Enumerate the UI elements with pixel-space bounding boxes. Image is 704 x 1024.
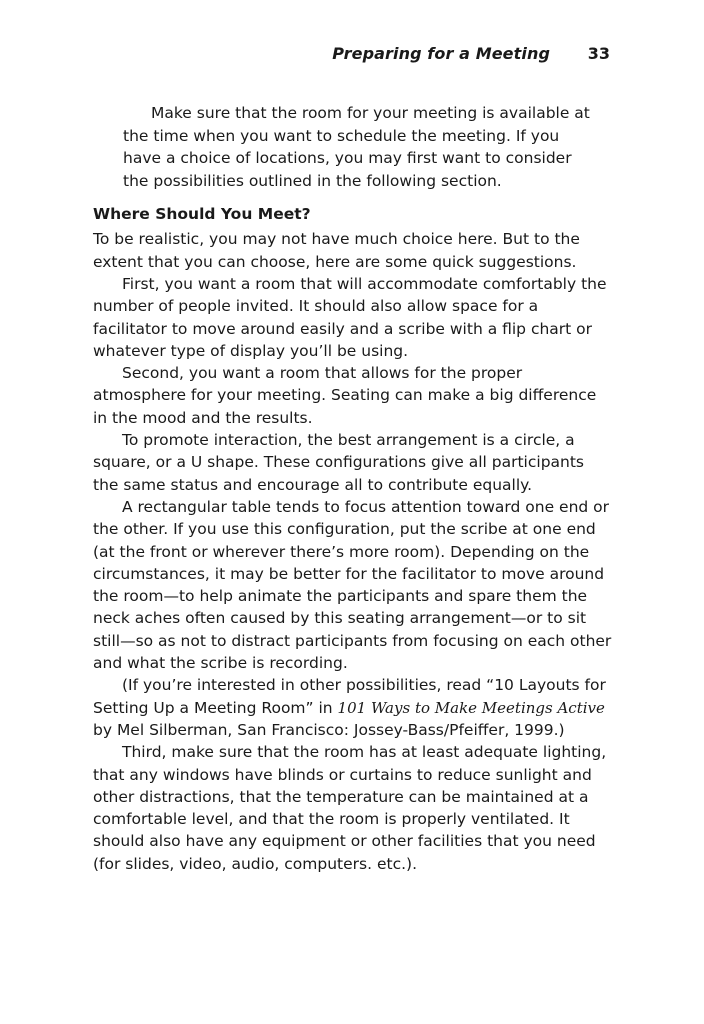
running-head: Preparing for a Meeting <box>332 44 550 63</box>
reference-text-before: (If you’re interested in other possibilities, read “10 Layouts for Setting Up a Meeting Room” in <box>93 676 606 717</box>
body-paragraph: To promote interaction, the best arrangement is a circle, a square, or a U shape. These configurations give all participants the same status and encourage all to contribute equally. <box>93 431 585 494</box>
body-paragraph: A rectangular table tends to focus attention toward one end or the other. If you use this configuration, put the scribe at one end (at the front or wherever there’s more room). Depending on the circumstances, it may be better for the facilitator to move around the room—to help animate the participants and spare them the neck aches often caused by this seating arrangement—or to sit still—so as not to distract participants from focusing on each other and what the scribe is recording. <box>93 497 612 673</box>
page-number: 33 <box>587 44 610 63</box>
reference-text-after: by Mel Silberman, San Francisco: Jossey-Bass/Pfeiffer, 1999.) <box>93 720 565 739</box>
page-body <box>93 102 613 875</box>
book-title: 101 Ways to Make Meetings Active <box>337 698 605 717</box>
reference-paragraph <box>93 674 613 741</box>
body-paragraph: To be realistic, you may not have much choice here. But to the extent that you can choose, here are some quick suggestions. <box>93 230 580 271</box>
page-header <box>0 44 704 68</box>
body-paragraph: First, you want a room that will accommodate comfortably the number of people invited. It should also allow space for a facilitator to move around easily and a scribe with a flip chart or whatever type of display you’ll be using. <box>93 274 607 360</box>
final-paragraph: Third, make sure that the room has at least adequate lighting, that any windows have blinds or curtains to reduce sunlight and other distractions, that the temperature can be maintained at a comfortable level, and that the room is properly ventilated. It should also have any equipment or other facilities that you need (for slides, video, audio, computers. etc.). <box>93 743 607 873</box>
body-paragraph: Second, you want a room that allows for the proper atmosphere for your meeting. Seating can make a big difference in the mood and the results. <box>93 364 597 427</box>
intro-paragraph: Make sure that the room for your meeting is available at the time when you want to schedule the meeting. If you have a choice of locations, you may first want to consider the possibilities outlined in the following section. <box>123 104 590 190</box>
section-heading: Where Should You Meet? <box>93 205 311 224</box>
